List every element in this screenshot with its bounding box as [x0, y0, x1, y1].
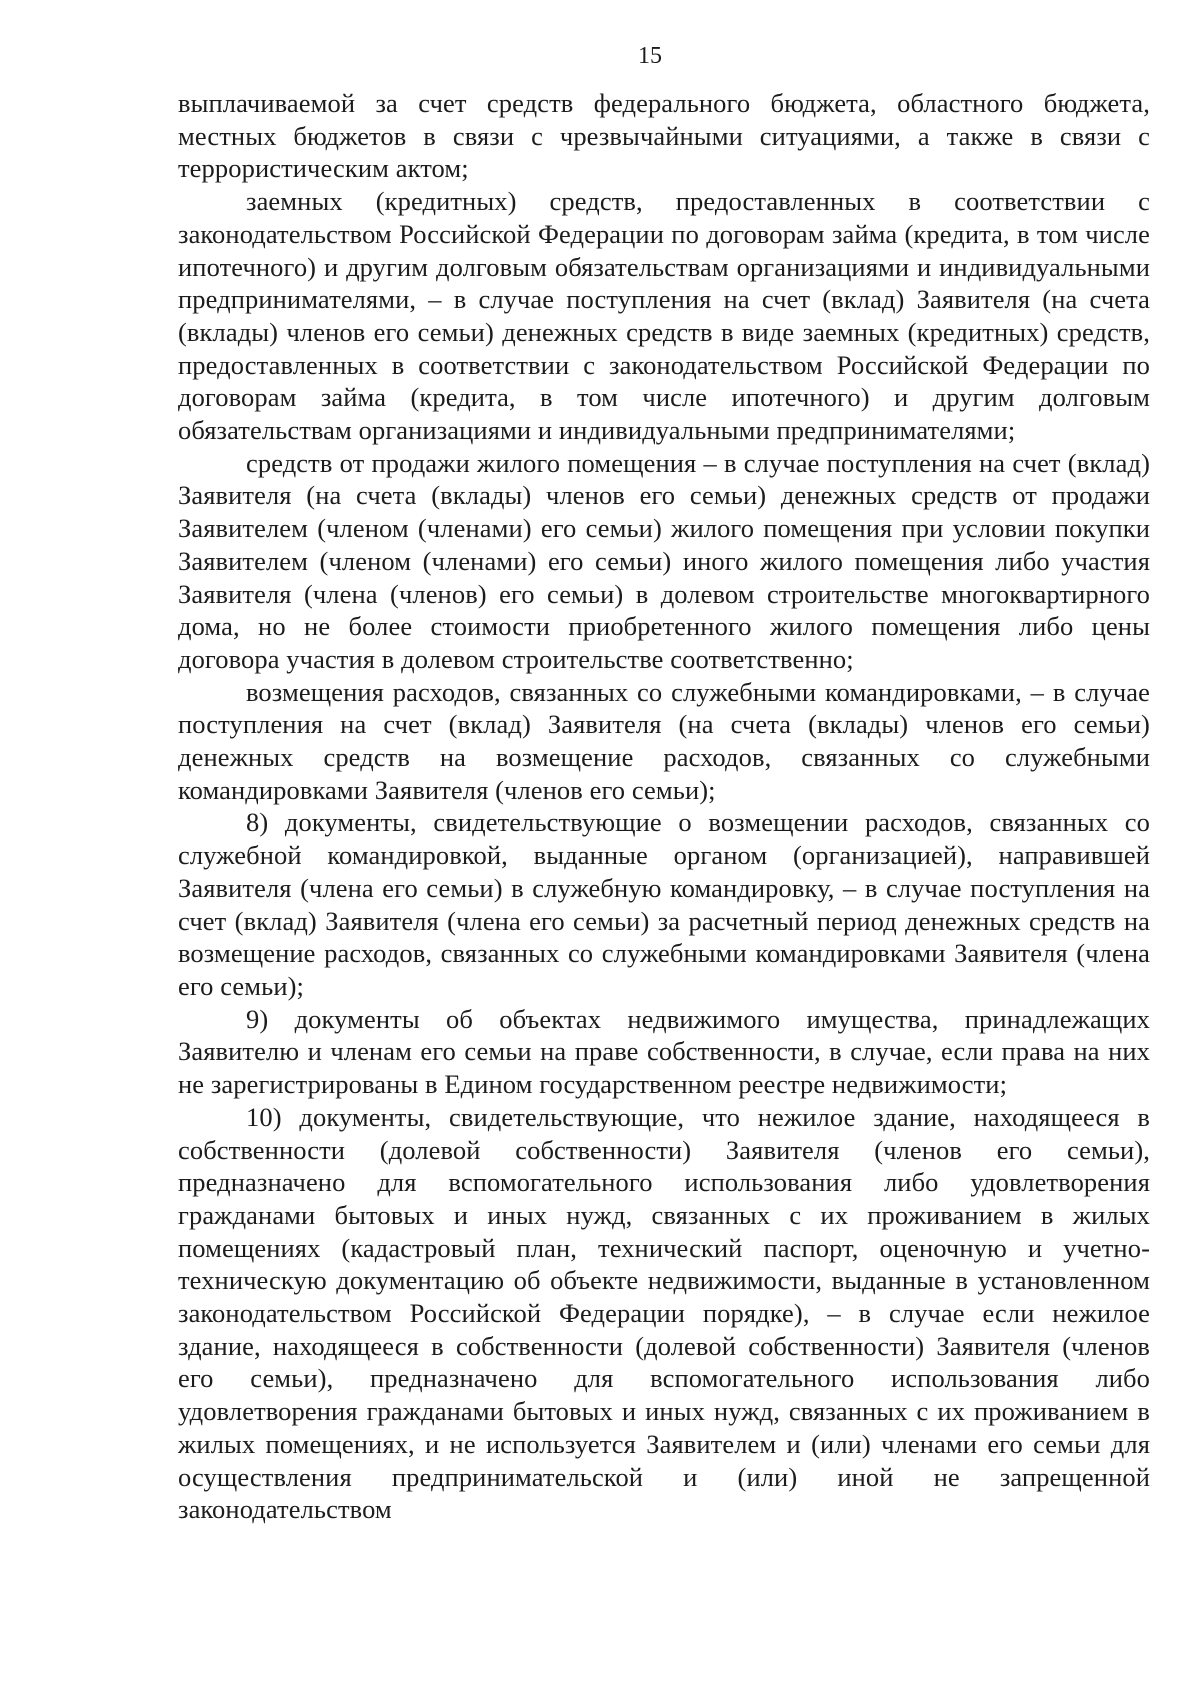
- paragraph-continuation: выплачиваемой за счет средств федерального бюджета, областного бюджета, местных бюджетов в связи с чрезвычайными ситуациями, а также в связи с террористическим актом;: [178, 88, 1150, 184]
- page-number: 15: [638, 43, 662, 69]
- paragraph-borrowed-funds: заемных (кредитных) средств, предоставленных в соответствии с законодательством Российской Федерации по договорам займа (кредита, в том числе ипотечного) и другим долговым обязательствам организациями и индивидуальными предпринимателями, – в случае поступления на счет (вклад) Заявителя (на счета (вклады) членов его семьи) денежных средств в виде заемных (кредитных) средств, предоставленных в соответствии с законодательством Российской Федерации по договорам займа (кредита, в том числе ипотечного) и другим долговым обязательствам организациями и индивидуальными предпринимателями;: [178, 186, 1150, 446]
- paragraph-item-8: 8) документы, свидетельствующие о возмещении расходов, связанных со служебной командировкой, выданные органом (организацией), направившей Заявителя (члена его семьи) в служебную командировку, – в случае поступления на счет (вклад) Заявителя (члена его семьи) за расчетный период денежных средств на возмещение расходов, связанных со служебными командировками Заявителя (члена его семьи);: [178, 807, 1150, 1001]
- paragraph-item-9: 9) документы об объектах недвижимого имущества, принадлежащих Заявителю и членам его семьи на праве собственности, в случае, если права на них не зарегистрированы в Едином государственном реестре недвижимости;: [178, 1003, 1150, 1100]
- document-body: [178, 87, 1150, 1526]
- paragraph-housing-sale: средств от продажи жилого помещения – в случае поступления на счет (вклад) Заявителя (на счета (вклады) членов его семьи) денежных средств от продажи Заявителем (членом (членами) его семьи) жилого помещения при условии покупки Заявителем (членом (членами) его семьи) иного жилого помещения либо участия Заявителя (члена (членов) его семьи) в долевом строительстве многоквартирного дома, но не более стоимости приобретенного жилого помещения либо цены договора участия в долевом строительстве соответственно;: [178, 447, 1150, 674]
- paragraph-travel-reimbursement: возмещения расходов, связанных со служебными командировками, – в случае поступления на счет (вклад) Заявителя (на счета (вклады) членов его семьи) денежных средств на возмещение расходов, связанных со служебными командировками Заявителя (членов его семьи);: [178, 676, 1150, 805]
- paragraph-item-10: 10) документы, свидетельствующие, что нежилое здание, находящееся в собственности (долевой собственности) Заявителя (членов его семьи), предназначено для вспомогательного использования либо удовлетворения гражданами бытовых и иных нужд, связанных с их проживанием в жилых помещениях (кадастровый план, технический паспорт, оценочную и учетно-техническую документацию об объекте недвижимости, выданные в установленном законодательством Российской Федерации порядке), – в случае если нежилое здание, находящееся в собственности (долевой собственности) Заявителя (членов его семьи), предназначено для вспомогательного использования либо удовлетворения гражданами бытовых и иных нужд, связанных с их проживанием в жилых помещениях, и не используется Заявителем и (или) членами его семьи для осуществления предпринимательской и (или) иной не запрещенной законодательством: [178, 1101, 1150, 1525]
